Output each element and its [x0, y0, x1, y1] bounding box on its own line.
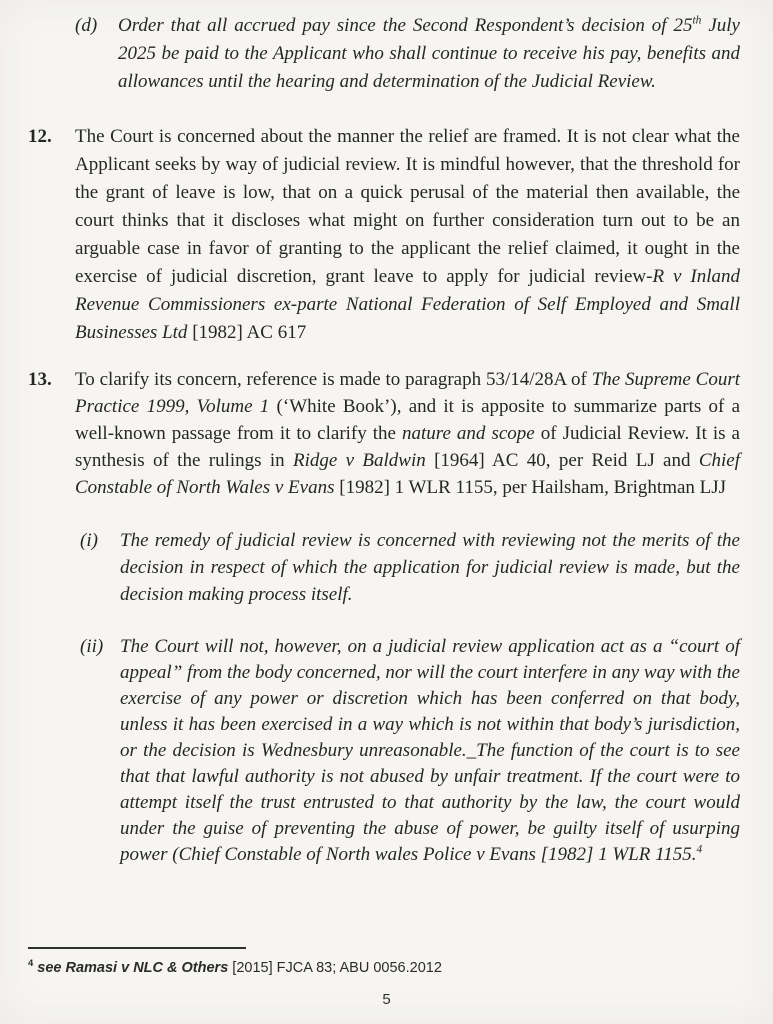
- order-item-text: [118, 12, 740, 96]
- paragraph-text: [75, 366, 740, 501]
- text-run: To clarify its concern, reference is made to paragraph 53/14/28A of: [75, 369, 592, 390]
- footnote-marker: 4: [28, 957, 34, 968]
- sub-item-ii: [80, 634, 740, 868]
- sub-item-text: The remedy of judicial review is concerned with reviewing not the merits of the decision in respect of which the application for judicial review is made, but the decision making process itself.: [120, 530, 740, 605]
- order-item-label: (d): [75, 15, 98, 36]
- emphasis-run: nature and scope: [402, 423, 535, 444]
- publication-title: The Supreme Court Practice 1999, Volume 1: [75, 369, 740, 417]
- paragraph-12: [28, 123, 740, 347]
- sub-item-label: (i): [80, 530, 98, 551]
- footnote-citation-text: [2015] FJCA 83; ABU 0056.2012: [228, 959, 442, 976]
- text-run: [1964] AC 40, per Reid LJ and: [425, 450, 699, 471]
- order-text-run: July 2025 be paid to the Applicant who shall continue to receive his pay, benefits and allowances until the hearing and determination of the Judicial Review.: [118, 15, 740, 92]
- footnote-case-citation: see Ramasi v NLC & Others: [37, 959, 229, 976]
- case-citation: Ridge v Baldwin: [292, 450, 426, 471]
- sub-item-text: [120, 634, 740, 868]
- footnote-reference: 4: [696, 843, 703, 856]
- order-item-d: [75, 12, 740, 96]
- text-run: of Judicial Review. It is a synthesis of the rulings in: [75, 423, 740, 471]
- text-run: The Court is concerned about the manner the relief are framed. It is not clear what the Applicant seeks by way of judicial review. It is mindful however, that the threshold for the grant of leave is low, that on a quick perusal of the material then available, the court thinks that it discloses what might on further consideration turn out to be an arguable case in favor of granting to the applicant the relief claimed, it ought in the exercise of judicial discretion, grant leave to apply for judicial review-: [75, 126, 740, 287]
- footnote-separator-rule: [28, 947, 246, 949]
- text-run: [1982] AC 617: [187, 322, 307, 343]
- ordinal-superscript: th: [692, 14, 702, 27]
- case-citation: R v Inland Revenue Commissioners ex-parte National Federation of Self Employed and Small Businesses Ltd: [75, 266, 740, 343]
- footnote: [28, 957, 728, 976]
- paragraph-number: 12.: [28, 126, 52, 147]
- text-run: The Court will not, however, on a judicial review application act as a “court of appeal” from the body concerned, nor will the court interfere in any way with the exercise of any power or discretion which has been conferred on that body, unless it has been exercised in a way which is not within that body’s jurisdiction, or the decision is Wednesbury unreasonable._The function of the court is to see that that lawful authority is not abused by unfair treatment. If the court were to attempt itself the trust entrusted to that authority by the law, the court would under the guise of preventing the abuse of power, be guilty itself of usurping power (Chief Constable of North wales Police v Evans [1982] 1 WLR 1155.: [120, 636, 740, 865]
- order-text-run: Order that all accrued pay since the Second Respondent’s decision of 25: [118, 15, 693, 36]
- text-run: [1982] 1 WLR 1155, per Hailsham, Brightman LJJ: [334, 477, 727, 498]
- case-citation: Chief Constable of North Wales v Evans: [75, 450, 740, 498]
- sub-item-i: [80, 527, 740, 608]
- paragraph-13: [28, 366, 740, 501]
- paragraph-text: [75, 123, 740, 347]
- page-number: 5: [382, 991, 391, 1008]
- sub-item-label: (ii): [80, 636, 104, 657]
- text-run: (‘White Book’), and it is apposite to summarize parts of a well-known passage from it to clarify the: [75, 396, 741, 444]
- paragraph-number: 13.: [28, 369, 52, 390]
